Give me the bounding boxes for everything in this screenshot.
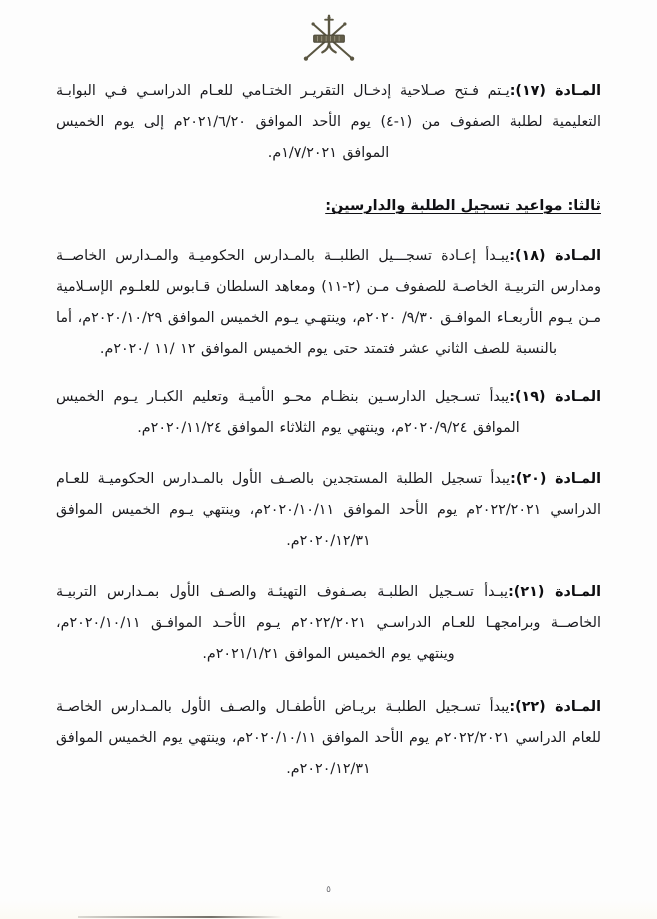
article-17	[56, 76, 601, 169]
article-21-label: المـادة (٢١):	[508, 584, 601, 600]
article-20-label: المـادة (٢٠):	[510, 471, 601, 487]
scan-edge-line	[78, 916, 283, 918]
article-19	[56, 382, 601, 444]
document-body	[56, 76, 601, 785]
article-21-text: يبـدأ تسـجيل الطلبـة بصـفوف التهيئـة والصـف الأول بمـدارس التربيـة الخاصــة وبرامجهـا للعـام الدراسـي ٢٠٢٢/٢٠٢١م يـوم الأحـد الموافـق ٢٠٢٠/١٠/١١م، وينتهي يوم الخميس الموافق ٢٠٢١/١/٢١م.	[56, 584, 601, 662]
article-20	[56, 464, 601, 557]
oman-national-emblem-icon	[300, 12, 358, 62]
article-17-text: يـتم فـتح صـلاحية إدخـال التقريـر الختـامي للعـام الدراسـي فـي البوابـة التعليمية لطلبة الصفوف من (١-٤) يوم الأحد الموافق ٢٠٢١/٦/٢٠م إلى يوم الخميس الموافق ١/٧/٢٠٢١م.	[56, 83, 602, 161]
article-22	[56, 692, 601, 785]
article-22-label: المـادة (٢٢):	[509, 699, 601, 715]
article-17-label: المـادة (١٧):	[509, 83, 601, 99]
article-19-text: يبدأ تسـجيل الدارسـين بنظـام محـو الأميـة وتعليم الكبـار يـوم الخميس الموافق ٢٠٢٠/٩/٢٤م، وينتهي يوم الثلاثاء الموافق ٢٠٢٠/١١/٢٤م.	[56, 389, 520, 436]
article-21	[56, 577, 601, 670]
article-22-text: يبدأ تسـجيل الطلبـة بريـاض الأطفـال والصـف الأول بالمـدارس الخاصـة للعام الدراسي ٢٠٢٢/٢٠٢١م يوم الأحد الموافق ٢٠٢٠/١٠/١١م، وينتهي يوم الخميس الموافق ٢٠٢٠/١٢/٣١م.	[56, 699, 602, 777]
article-20-text: يبدأ تسجيل الطلبة المستجدين بالصـف الأول بالمـدارس الحكوميـة للعـام الدراسي ٢٠٢٢/٢٠٢١م يوم الأحد الموافق ٢٠٢٠/١٠/١١م، وينتهي يـوم الخميس الموافق ٢٠٢٠/١٢/٣١م.	[56, 471, 601, 549]
section-heading-third	[56, 191, 601, 221]
emblem-container	[0, 8, 657, 66]
section-heading-text: ثالثا: مواعيد تسجيل الطلبة والدارسين:	[325, 198, 601, 214]
article-18	[56, 241, 601, 365]
article-19-label: المـادة (١٩):	[509, 389, 601, 405]
article-18-label: المـادة (١٨):	[509, 248, 601, 264]
article-18-text: يبـدأ إعـادة تسجـــيل الطلبــة بالمـدارس الحكوميـة والمـدارس الخاصــة ومدارس التربيـة الخاصـة للصفوف مـن (٢-١١) ومعاهد السلطان قـابوس للعلـوم الإسـلامية مـن يـوم الأربعـاء الموافـق ٩/٣٠/ ٢٠٢٠م، وينتهـي يـوم الخميس الموافق ٢٠٢٠/١٠/٢٩م، أما بالنسبة للصف الثاني عشر فتمتد حتى يوم الخميس الموافق ١٢ /١١ /٢٠٢٠م.	[56, 248, 602, 357]
page-number: ٥	[326, 885, 331, 895]
